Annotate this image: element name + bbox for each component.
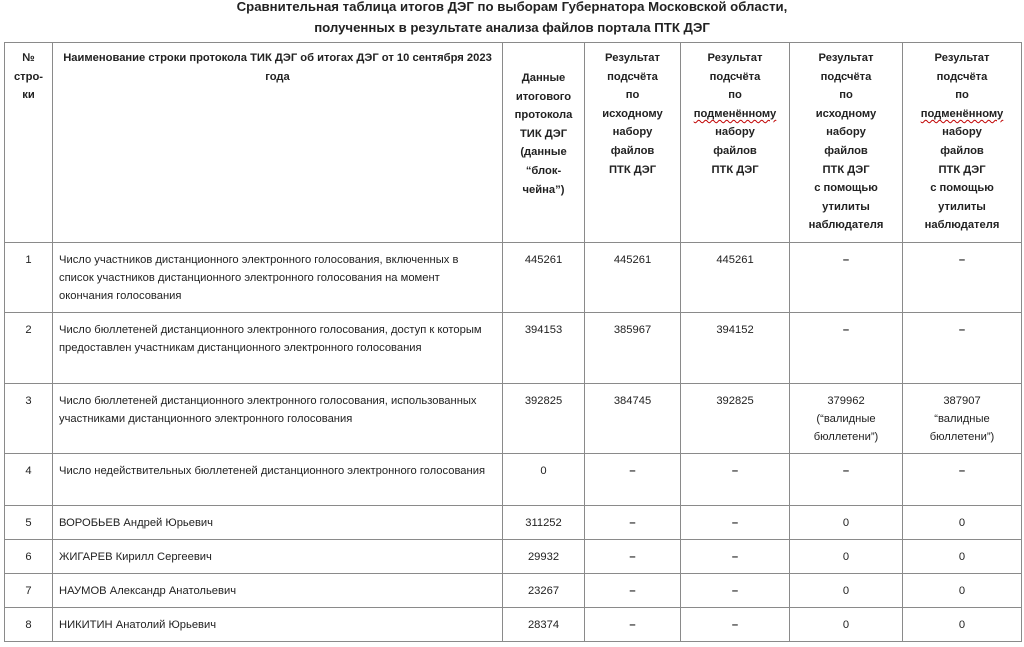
table-row [5,574,1022,608]
table-header-row [5,43,1022,243]
cell-original-observer: 0 [790,540,903,574]
table-row [5,384,1022,454]
cell-original-observer: – [790,313,903,384]
cell-original-observer [790,384,903,454]
cell-substituted-observer: 0 [903,608,1022,642]
header-row-number: № стро- ки [5,43,53,243]
cell-original: 384745 [585,384,681,454]
row-name: НИКИТИН Анатолий Юрьевич [53,608,503,642]
row-number: 1 [5,243,53,313]
table-row [5,540,1022,574]
cell-substituted: – [681,506,790,540]
row-number: 8 [5,608,53,642]
cell-substituted-observer: – [903,454,1022,506]
cell-original: – [585,608,681,642]
cell-original-observer: 0 [790,574,903,608]
row-name: Число бюллетеней дистанционного электронного голосования, доступ к которым предоставлен участникам дистанционного электронного голосования [53,313,503,384]
row-name: Число участников дистанционного электронного голосования, включенных в список участников дистанционного электронного голосования на момент окончания голосования [53,243,503,313]
cell-protocol: 0 [503,454,585,506]
cell-value: 379962 [827,395,865,407]
cell-protocol: 445261 [503,243,585,313]
cell-original: 385967 [585,313,681,384]
cell-substituted: 445261 [681,243,790,313]
row-number: 2 [5,313,53,384]
cell-protocol: 23267 [503,574,585,608]
cell-substituted-observer: – [903,313,1022,384]
table-row [5,608,1022,642]
cell-substituted: – [681,574,790,608]
cell-substituted: 394152 [681,313,790,384]
cell-protocol: 311252 [503,506,585,540]
cell-substituted: – [681,454,790,506]
row-name: Число бюллетеней дистанционного электронного голосования, использованных участниками дистанционного электронного голосования [53,384,503,454]
cell-protocol: 392825 [503,384,585,454]
header-substituted-count: Результат подсчёта по подменённому набору файлов ПТК ДЭГ [681,43,790,243]
title-line-2: полученных в результате анализа файлов портала ПТК ДЭГ [314,20,710,35]
cell-original: – [585,454,681,506]
cell-original-observer: – [790,454,903,506]
cell-substituted-observer: – [903,243,1022,313]
cell-original: – [585,574,681,608]
cell-original: – [585,506,681,540]
row-name: Число недействительных бюллетеней дистанционного электронного голосования [53,454,503,506]
table-row [5,313,1022,384]
row-number: 6 [5,540,53,574]
cell-substituted-observer [903,384,1022,454]
cell-substituted: 392825 [681,384,790,454]
cell-original: 445261 [585,243,681,313]
results-table [4,42,1022,642]
cell-substituted-observer: 0 [903,540,1022,574]
row-number: 3 [5,384,53,454]
cell-original-observer: 0 [790,506,903,540]
cell-note: (“валидные бюллетени”) [813,413,879,443]
table-row [5,454,1022,506]
document-title [0,0,1024,38]
cell-original-observer: 0 [790,608,903,642]
row-number: 4 [5,454,53,506]
header-substituted-observer: Результат подсчёта по подменённому набору файлов ПТК ДЭГ с помощью утилиты наблюдателя [903,43,1022,243]
cell-substituted-observer: 0 [903,574,1022,608]
cell-substituted-observer: 0 [903,506,1022,540]
cell-protocol: 28374 [503,608,585,642]
cell-protocol: 394153 [503,313,585,384]
header-row-name: Наименование строки протокола ТИК ДЭГ об итогах ДЭГ от 10 сентября 2023 года [53,43,503,243]
row-name: ЖИГАРЕВ Кирилл Сергеевич [53,540,503,574]
cell-original-observer: – [790,243,903,313]
header-original-count: Результат подсчёта по исходному набору файлов ПТК ДЭГ [585,43,681,243]
table-row [5,243,1022,313]
cell-protocol: 29932 [503,540,585,574]
cell-substituted: – [681,540,790,574]
header-original-observer: Результат подсчёта по исходному набору файлов ПТК ДЭГ с помощью утилиты наблюдателя [790,43,903,243]
cell-note: “валидные бюллетени”) [929,413,995,443]
title-line-1: Сравнительная таблица итогов ДЭГ по выборам Губернатора Московской области, [236,0,788,14]
cell-value: 387907 [943,395,981,407]
row-number: 5 [5,506,53,540]
row-name: НАУМОВ Александр Анатольевич [53,574,503,608]
table-row [5,506,1022,540]
cell-original: – [585,540,681,574]
row-name: ВОРОБЬЕВ Андрей Юрьевич [53,506,503,540]
header-protocol-data: Данные итогового протокола ТИК ДЭГ (данные “блок- чейна”) [503,43,585,243]
cell-substituted: – [681,608,790,642]
row-number: 7 [5,574,53,608]
